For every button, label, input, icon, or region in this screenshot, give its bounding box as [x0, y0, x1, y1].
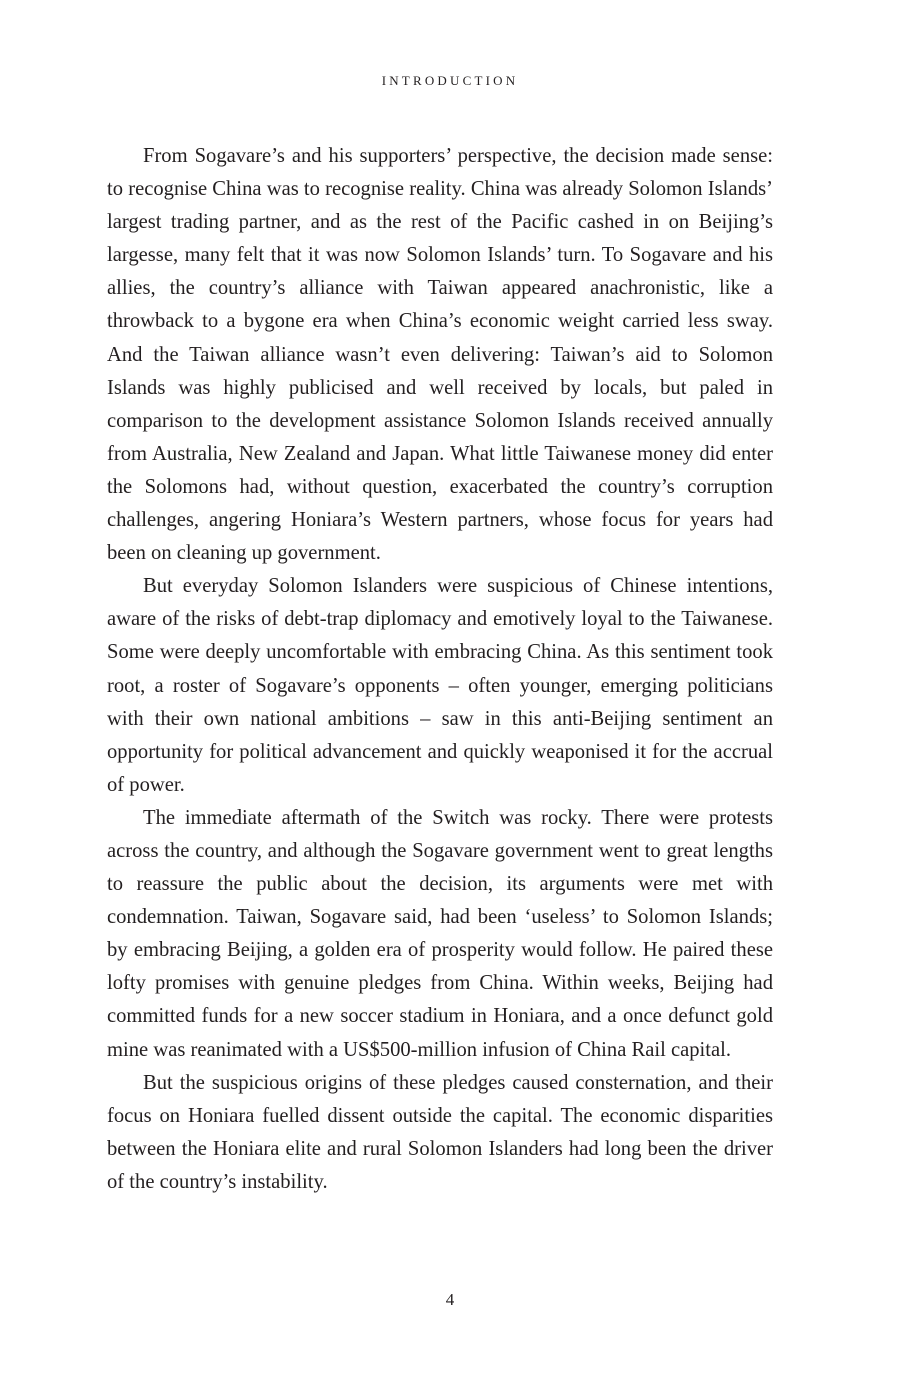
paragraph: But the suspicious origins of these pledges caused consternation, and their focus on Honiara fuelled dissent outside the capital. The economic disparities between the Honiara elite and rural Solomon Islanders had long been the driver of the country’s instability. — [107, 1071, 773, 1193]
paragraph: But everyday Solomon Islanders were suspicious of Chinese intentions, aware of the risks of debt-trap diplomacy and emotively loyal to the Taiwanese. Some were deeply uncomfortable with embracing China. As this sentiment took root, a roster of Sogavare’s opponents – often younger, emerging politicians with their own national ambitions – saw in this anti-Beijing sentiment an opportunity for political advancement and quickly weaponised it for the accrual of power. — [107, 575, 773, 796]
paragraph: From Sogavare’s and his supporters’ perspective, the decision made sense: to recognise China was to recognise reality. China was already Solomon Islands’ largest trading partner, and as the rest of the Pacific cashed in on Beijing’s largesse, many felt that it was now Solomon Islands’ turn. To Sogavare and his allies, the country’s alliance with Taiwan appeared anachronistic, like a throwback to a bygone era when China’s economic weight carried less sway. And the Taiwan alliance wasn’t even delivering: Taiwan’s aid to Solomon Islands was highly publicised and well received by locals, but paled in comparison to the development assistance Solomon Islands received annually from Australia, New Zealand and Japan. What little Taiwanese money did enter the Solomons had, without question, exacerbated the country’s corruption challenges, angering Honiara’s Western partners, whose focus for years had been on cleaning up government. — [107, 145, 773, 565]
paragraph: The immediate aftermath of the Switch was rocky. There were protests across the country, and although the Sogavare government went to great lengths to reassure the public about the decision, its arguments were met with condemnation. Taiwan, Sogavare said, had been ‘useless’ to Solomon Islands; by embracing Beijing, a golden era of prosperity would follow. He paired these lofty promises with genuine pledges from China. Within weeks, Beijing had committed funds for a new soccer stadium in Honiara, and a once defunct gold mine was reanimated with a US$500-million infusion of China Rail capital. — [107, 806, 773, 1061]
page-number: 4 — [445, 1290, 455, 1309]
body-text — [107, 140, 773, 1199]
running-head: INTRODUCTION — [381, 73, 519, 88]
